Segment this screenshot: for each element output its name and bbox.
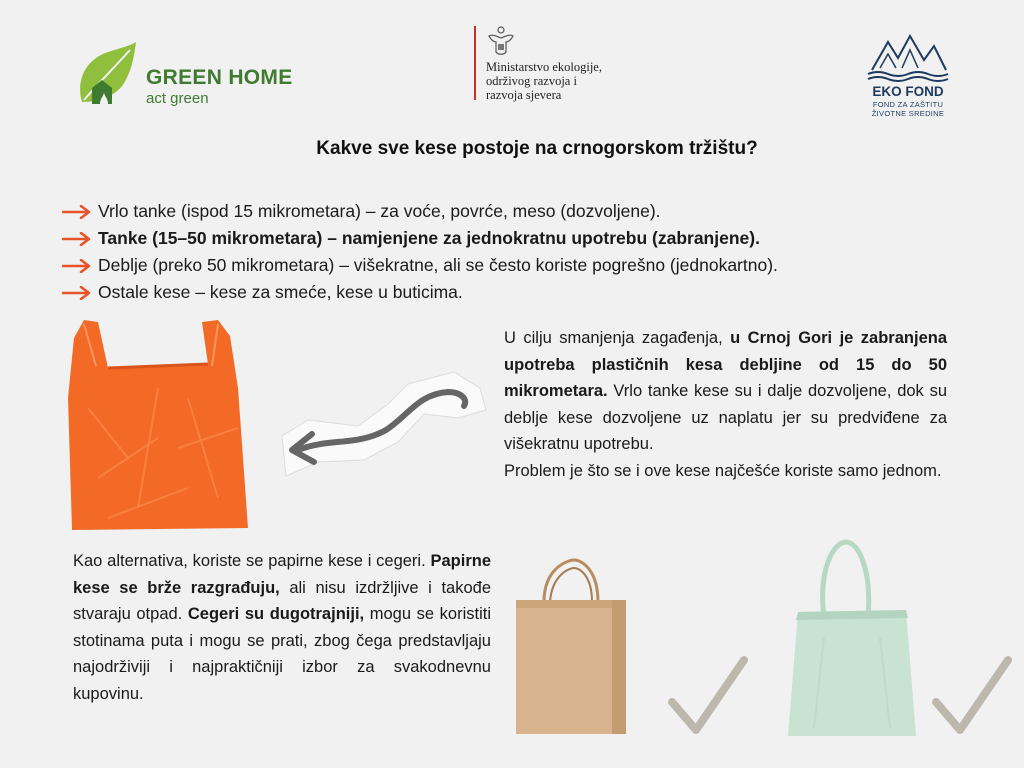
paper-bag-image — [512, 556, 630, 736]
orange-arrow-icon — [62, 232, 92, 246]
alt-text-part: Kao alternativa, koriste se papirne kese i cegeri. — [73, 552, 431, 570]
greenhome-title: GREEN HOME — [146, 66, 293, 89]
ministry-logo — [474, 22, 644, 102]
ministry-line: Ministarstvo ekologije, — [486, 60, 602, 74]
ban-text-part: Problem je što se i ove kese najčešće koriste samo jednom. — [504, 461, 942, 480]
list-item — [62, 198, 1012, 225]
ministry-line: održivog razvoja i — [486, 74, 577, 88]
ekofond-subtitle — [862, 100, 954, 118]
list-item-text: Deblje (preko 50 mikrometara) – višekratne, ali se često koriste pogrešno (jednokartno). — [98, 255, 778, 275]
orange-arrow-icon — [62, 259, 92, 273]
orange-arrow-icon — [62, 286, 92, 300]
checkmark-icon — [668, 654, 748, 736]
ban-text-bold: u Crnoj Gori je zabranjena upotreba plastičnih kesa debljine od 15 do 50 mikrometara. — [504, 329, 947, 400]
page-title: Kakve sve kese postoje na crnogorskom tržištu? — [316, 138, 758, 159]
ministry-text — [486, 60, 646, 102]
ban-explanation-text — [504, 325, 947, 484]
alt-text-part: ali nisu izdržljive i takođe stvaraju otpad. — [73, 578, 491, 623]
list-item-text: Tanke (15–50 mikrometara) – namjenjene za jednokratnu upotrebu (zabranjene). — [98, 228, 760, 248]
ministry-crest-icon — [486, 24, 516, 58]
alt-text-bold: Papirne kese se brže razgrađuju, — [73, 552, 491, 597]
curved-arrow-image — [268, 370, 492, 480]
list-item-text: Vrlo tanke (ispod 15 mikrometara) – za voće, povrće, meso (dozvoljene). — [98, 201, 661, 221]
plastic-bag-image — [68, 318, 254, 532]
ministry-bar — [474, 26, 476, 100]
alternatives-text — [73, 548, 491, 707]
ekofond-sub-line: ŽIVOTNE SREDINE — [871, 109, 945, 118]
alt-text-bold: Cegeri su dugotrajniji, — [187, 605, 365, 623]
mountains-icon — [862, 32, 954, 82]
checkmark-icon — [932, 654, 1012, 736]
list-item-text: Ostale kese – kese za smeće, kese u buticima. — [98, 282, 463, 302]
list-item — [62, 252, 1012, 279]
orange-arrow-icon — [62, 205, 92, 219]
list-item — [62, 279, 1012, 306]
ban-text-part: U cilju smanjenja zagađenja, — [504, 329, 731, 347]
ban-text-part: Vrlo tanke kese su i dalje dozvoljene, dok su deblje kese dozvoljene uz naplatu jer su predviđene za višekratnu upotrebu. — [504, 382, 947, 453]
tote-bag-image — [784, 538, 920, 738]
ekofond-sub-line: FOND ZA ZAŠTITU — [872, 100, 944, 109]
alt-text-part: mogu se koristiti stotinama puta i mogu se prati, zbog čega predstavljaju najodrživiji i najpraktičniji izbor za svakodnevnu kupovinu. — [73, 605, 491, 703]
greenhome-logo — [74, 42, 304, 108]
list-item — [62, 225, 1012, 252]
greenhome-subtitle: act green — [146, 90, 209, 107]
ministry-line: razvoja sjevera — [486, 88, 562, 102]
ekofond-logo — [862, 32, 954, 122]
ekofond-title: EKO FOND — [872, 84, 944, 99]
bag-types-list — [62, 198, 1012, 306]
leaf-house-icon — [74, 42, 144, 106]
